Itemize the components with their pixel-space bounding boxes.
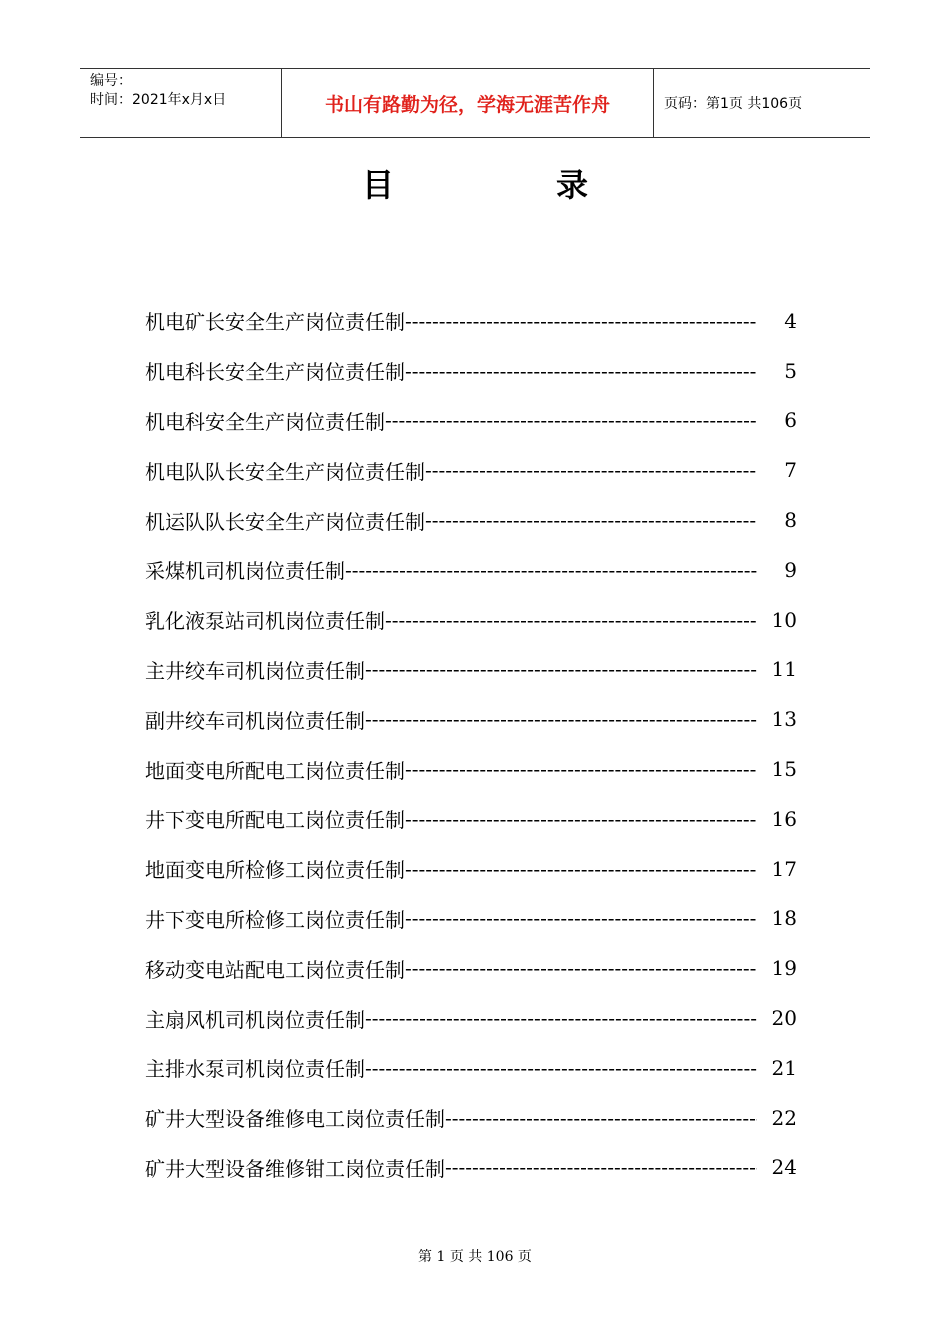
toc-entry-page: 19 <box>771 956 797 981</box>
header-page-info: 页码：第1页 共106页 <box>664 96 803 112</box>
toc-entry-page: 4 <box>784 308 797 333</box>
toc-entry-page: 16 <box>771 806 797 831</box>
toc-entry-label: 矿井大型设备维修电工岗位责任制 <box>145 1107 445 1132</box>
toc-leader <box>405 906 757 930</box>
toc-leader <box>365 657 757 681</box>
toc-entry-page: 22 <box>771 1105 797 1130</box>
document-number-label: 编号： <box>90 73 132 89</box>
toc-entry[interactable] <box>145 1043 797 1093</box>
toc-entry-page: 15 <box>771 757 797 782</box>
toc-leader <box>365 707 757 731</box>
toc-entry[interactable] <box>145 545 797 595</box>
toc-leader <box>425 508 757 532</box>
toc-entry-page: 10 <box>771 607 797 632</box>
toc-entry[interactable] <box>145 595 797 645</box>
toc-leader <box>445 1106 757 1130</box>
header-meta <box>80 69 282 137</box>
toc-entry[interactable] <box>145 1143 797 1193</box>
toc-entry[interactable] <box>145 396 797 446</box>
table-of-contents <box>145 296 797 1192</box>
toc-entry-page: 9 <box>784 557 797 582</box>
toc-entry-page: 17 <box>771 856 797 881</box>
toc-leader <box>405 309 757 333</box>
toc-entry-label: 机电队队长安全生产岗位责任制 <box>145 459 425 484</box>
toc-leader <box>405 757 757 781</box>
toc-entry-label: 地面变电所配电工岗位责任制 <box>145 758 405 783</box>
toc-entry-label: 移动变电站配电工岗位责任制 <box>145 957 405 982</box>
toc-entry-label: 采煤机司机岗位责任制 <box>145 559 345 584</box>
toc-leader <box>405 857 757 881</box>
page-title-char-2: 录 <box>556 166 589 204</box>
toc-entry[interactable] <box>145 346 797 396</box>
toc-entry-page: 20 <box>771 1006 797 1031</box>
toc-entry-label: 主排水泵司机岗位责任制 <box>145 1057 365 1082</box>
toc-entry-label: 乳化液泵站司机岗位责任制 <box>145 609 385 634</box>
toc-entry-label: 机运队队长安全生产岗位责任制 <box>145 509 425 534</box>
toc-entry[interactable] <box>145 694 797 744</box>
toc-entry-label: 主扇风机司机岗位责任制 <box>145 1007 365 1032</box>
document-time-label: 时间：2021年x月x日 <box>90 92 227 108</box>
page-title-char-1: 目 <box>362 166 395 204</box>
toc-leader <box>405 359 757 383</box>
toc-leader <box>365 1056 757 1080</box>
toc-entry[interactable] <box>145 794 797 844</box>
toc-leader <box>365 1006 757 1030</box>
page-header <box>80 68 870 138</box>
toc-entry-page: 6 <box>784 408 797 433</box>
toc-entry-page: 24 <box>771 1155 797 1180</box>
toc-leader <box>405 807 757 831</box>
toc-entry[interactable] <box>145 744 797 794</box>
toc-leader <box>445 1155 757 1179</box>
toc-leader <box>385 608 757 632</box>
toc-entry[interactable] <box>145 894 797 944</box>
toc-entry-label: 井下变电所配电工岗位责任制 <box>145 808 405 833</box>
toc-entry-label: 地面变电所检修工岗位责任制 <box>145 858 405 883</box>
toc-entry-label: 井下变电所检修工岗位责任制 <box>145 907 405 932</box>
toc-entry-label: 矿井大型设备维修钳工岗位责任制 <box>145 1156 445 1181</box>
toc-entry-label: 机电科安全生产岗位责任制 <box>145 409 385 434</box>
toc-entry-page: 18 <box>771 906 797 931</box>
toc-entry-label: 主井绞车司机岗位责任制 <box>145 658 365 683</box>
toc-entry[interactable] <box>145 943 797 993</box>
toc-entry[interactable] <box>145 645 797 695</box>
page-footer: 第 1 页 共 106 页 <box>418 1249 532 1265</box>
toc-entry[interactable] <box>145 993 797 1043</box>
toc-entry-label: 机电矿长安全生产岗位责任制 <box>145 310 405 335</box>
toc-entry[interactable] <box>145 844 797 894</box>
toc-entry[interactable] <box>145 495 797 545</box>
toc-entry[interactable] <box>145 1093 797 1143</box>
toc-entry-page: 7 <box>784 458 797 483</box>
toc-entry-page: 21 <box>771 1055 797 1080</box>
toc-leader <box>405 956 757 980</box>
toc-leader <box>425 458 757 482</box>
toc-entry[interactable] <box>145 296 797 346</box>
toc-entry-page: 8 <box>784 508 797 533</box>
toc-entry-label: 机电科长安全生产岗位责任制 <box>145 360 405 385</box>
toc-entry-page: 5 <box>784 358 797 383</box>
toc-leader <box>345 558 757 582</box>
toc-entry-page: 13 <box>771 707 797 732</box>
toc-entry[interactable] <box>145 445 797 495</box>
toc-entry-page: 11 <box>771 657 797 682</box>
toc-leader <box>385 408 757 432</box>
toc-entry-label: 副井绞车司机岗位责任制 <box>145 708 365 733</box>
header-motto: 书山有路勤为径，学海无涯苦作舟 <box>282 69 654 137</box>
